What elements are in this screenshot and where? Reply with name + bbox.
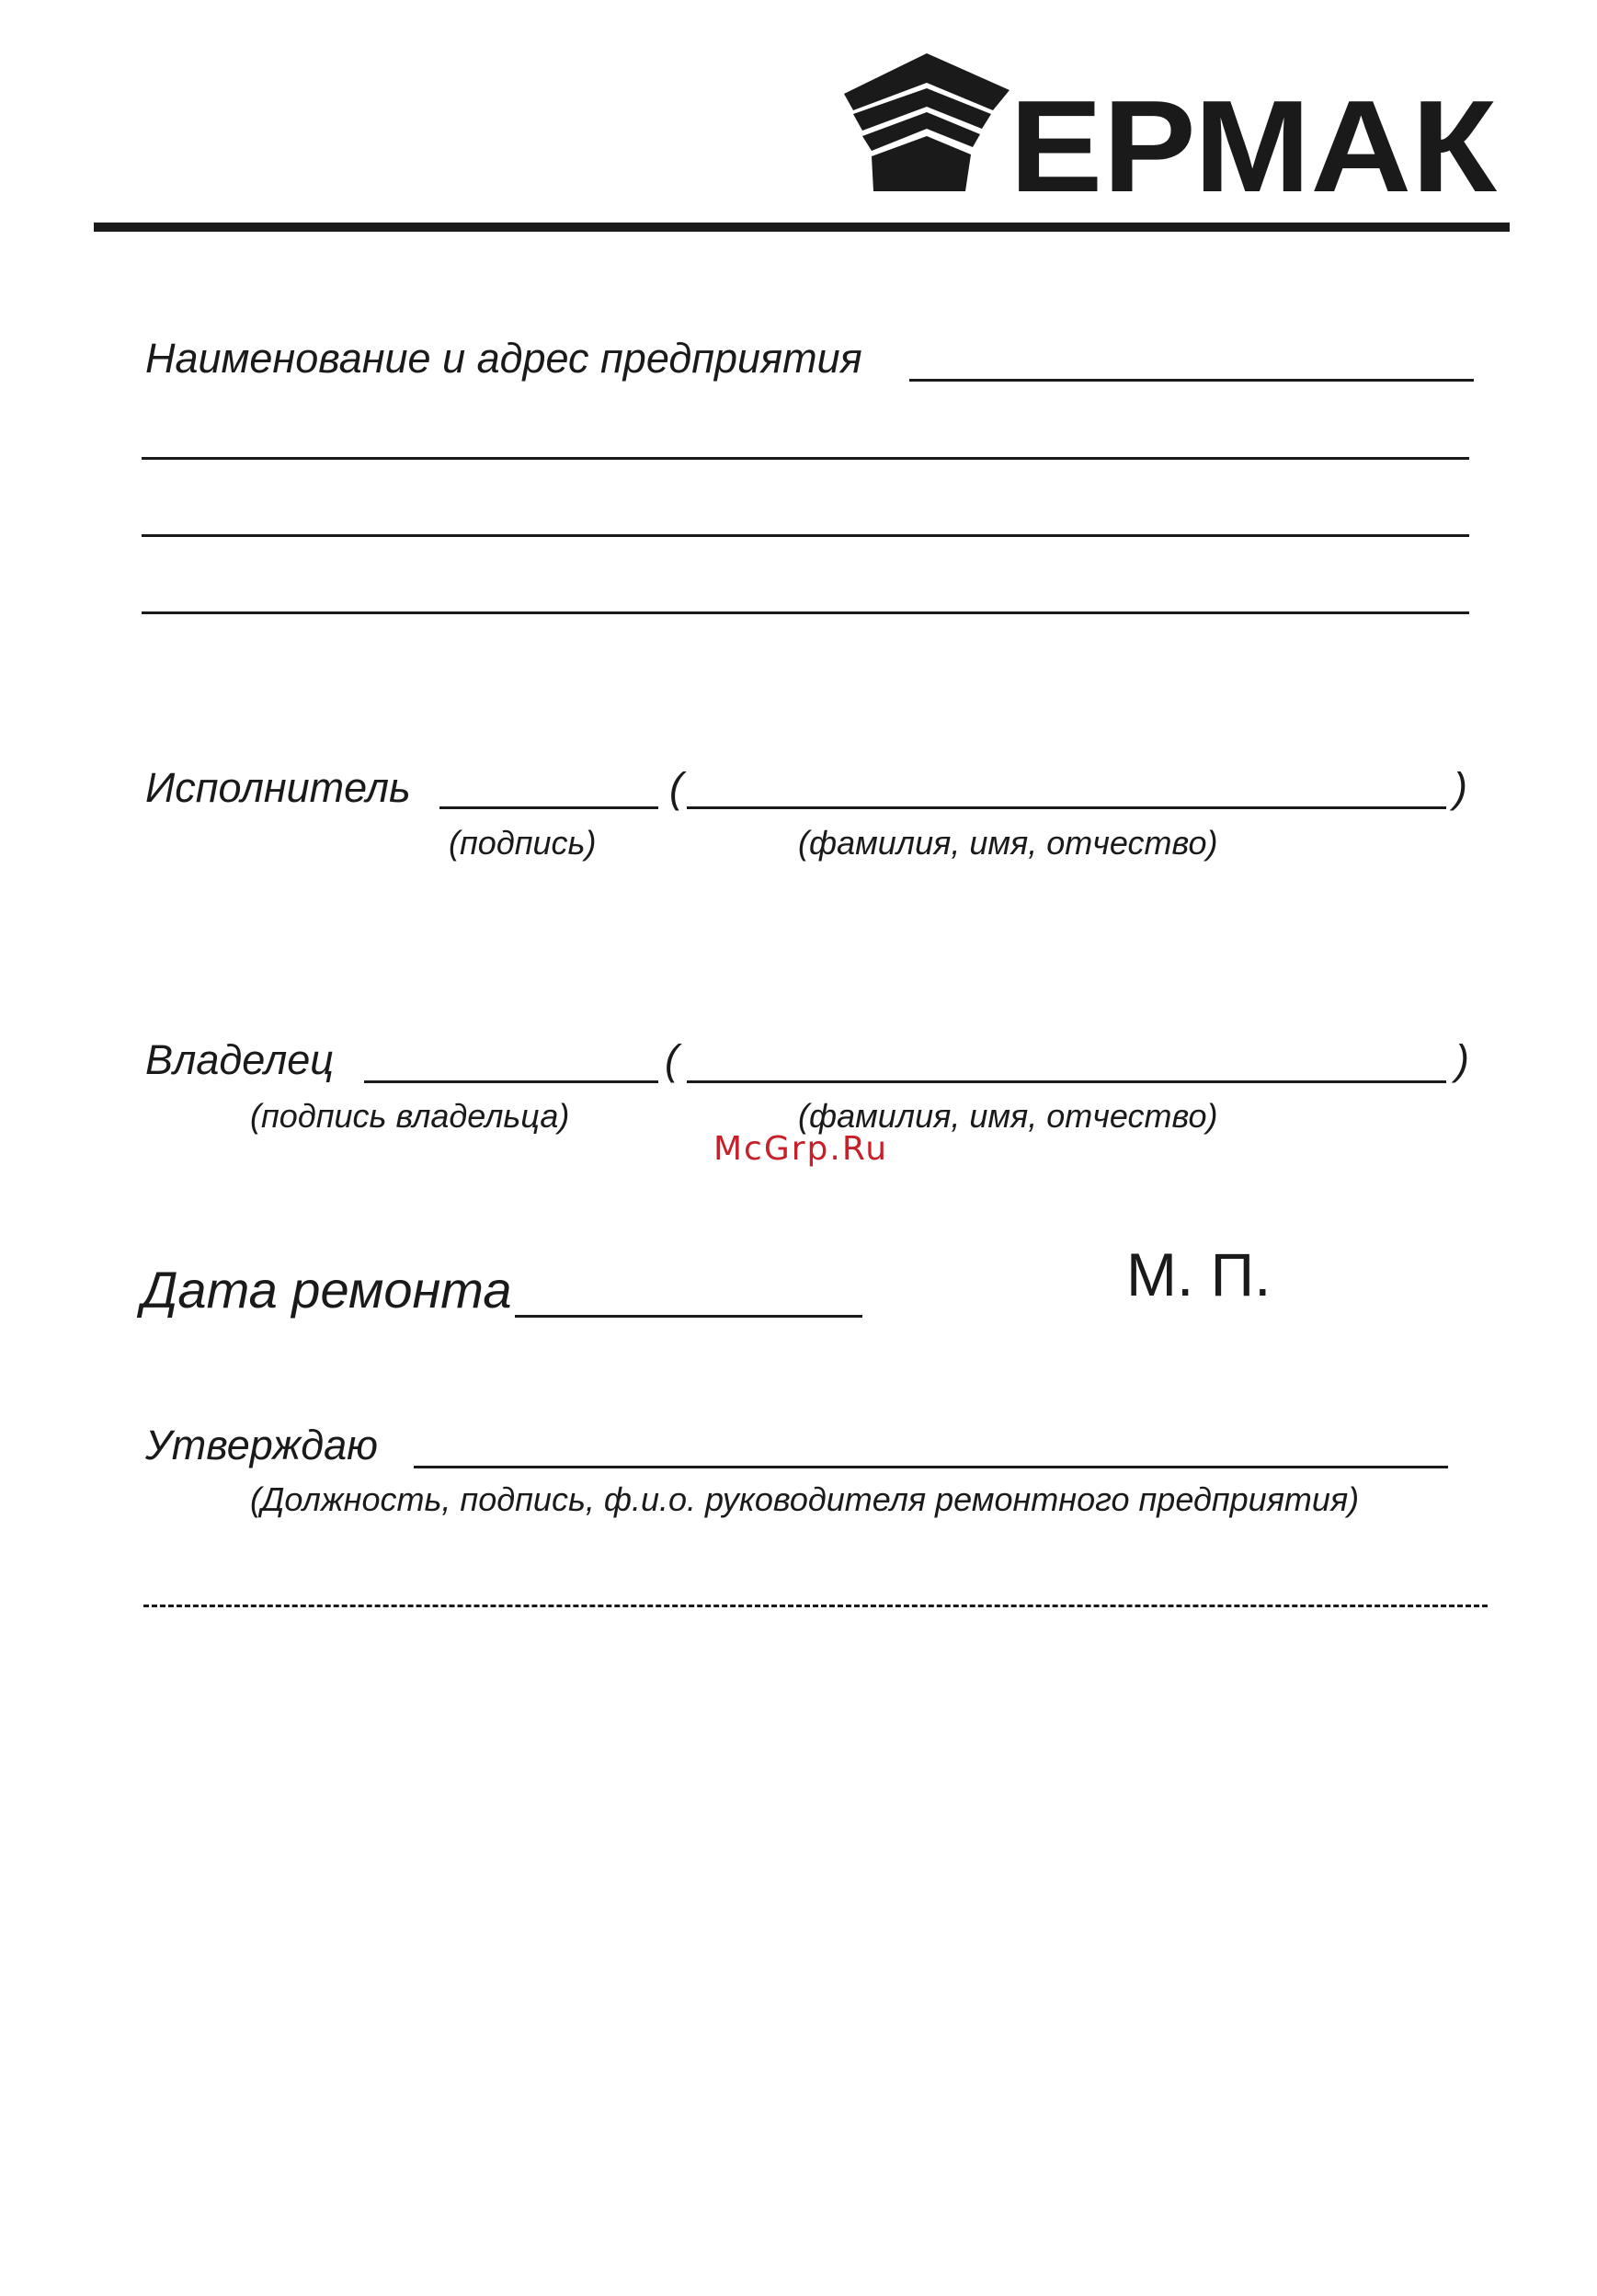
ermak-logo bbox=[844, 53, 1506, 200]
repair-date-line[interactable] bbox=[515, 1315, 862, 1318]
approve-label: Утверждаю bbox=[145, 1422, 378, 1468]
company-field-line[interactable] bbox=[909, 379, 1474, 382]
stamp-placeholder: М. П. bbox=[1126, 1240, 1272, 1308]
approve-signature-line[interactable] bbox=[414, 1466, 1448, 1468]
owner-signature-hint: (подпись владельца) bbox=[250, 1097, 570, 1135]
company-field-line[interactable] bbox=[142, 457, 1469, 460]
owner-name-hint: (фамилия, имя, отчество) bbox=[798, 1097, 1218, 1135]
owner-name-line[interactable] bbox=[687, 1080, 1446, 1083]
executor-label: Исполнитель bbox=[145, 764, 411, 811]
executor-signature-hint: (подпись) bbox=[449, 824, 597, 862]
logo-wordmark: ЕРМАК bbox=[1010, 74, 1498, 200]
executor-signature-line[interactable] bbox=[439, 806, 658, 809]
cut-line bbox=[143, 1605, 1488, 1607]
logo-emblem-icon bbox=[844, 53, 1010, 191]
executor-paren-close: ) bbox=[1454, 764, 1467, 811]
executor-name-hint: (фамилия, имя, отчество) bbox=[798, 824, 1218, 862]
owner-signature-line[interactable] bbox=[364, 1080, 658, 1083]
executor-paren-open: ( bbox=[669, 764, 683, 811]
owner-paren-close: ) bbox=[1455, 1036, 1469, 1083]
owner-label: Владелец bbox=[145, 1036, 334, 1083]
company-label: Наименование и адрес предприятия bbox=[145, 335, 862, 382]
company-field-line[interactable] bbox=[142, 534, 1469, 537]
executor-name-line[interactable] bbox=[687, 806, 1446, 809]
repair-date-label: Дата ремонта bbox=[142, 1261, 512, 1319]
company-field-line[interactable] bbox=[142, 611, 1469, 614]
owner-paren-open: ( bbox=[665, 1036, 679, 1083]
header-rule bbox=[94, 223, 1510, 232]
approve-hint: (Должность, подпись, ф.и.о. руководителя ремонтного предприятия) bbox=[250, 1480, 1360, 1518]
watermark: McGrp.Ru bbox=[713, 1130, 889, 1168]
